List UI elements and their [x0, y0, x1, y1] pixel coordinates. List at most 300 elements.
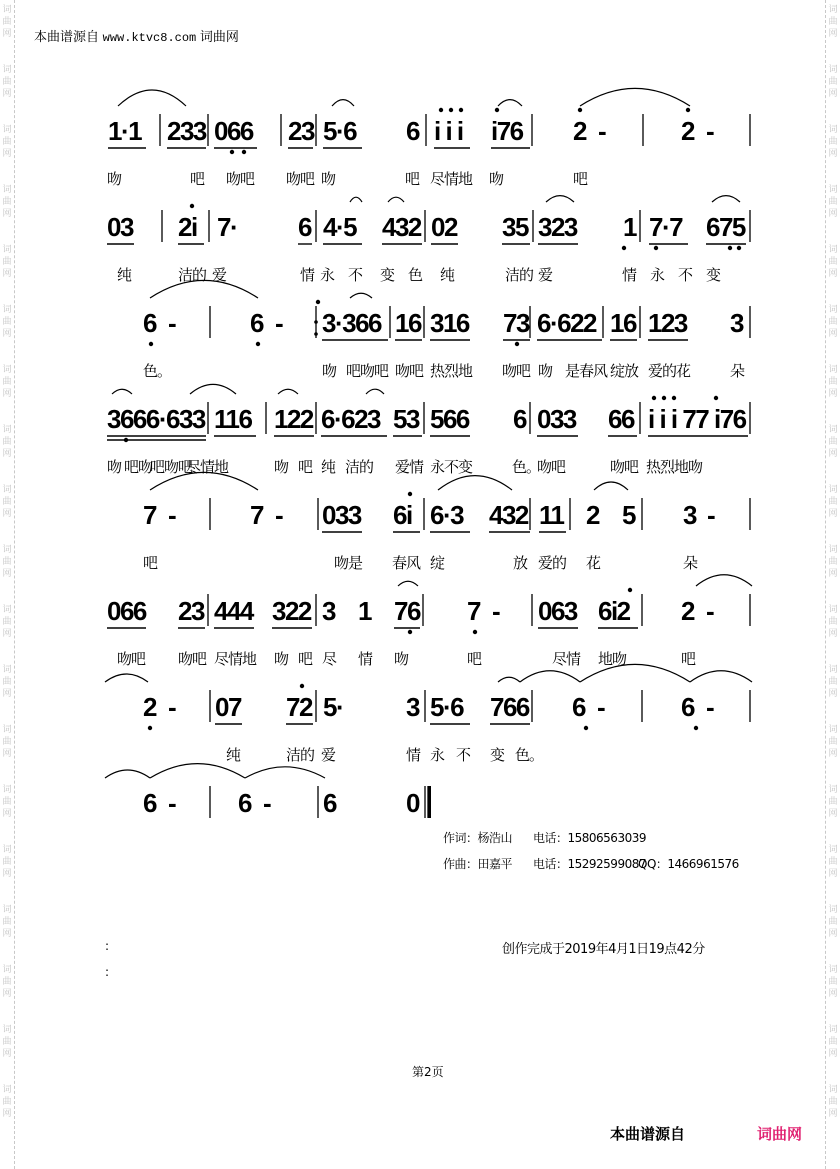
lyric-word: 花: [586, 554, 601, 572]
note-group: 6·622: [537, 308, 596, 338]
lyric-word: 洁的: [505, 266, 534, 284]
watermark-glyph: 词: [828, 125, 838, 135]
watermark-glyph: 词: [828, 185, 838, 195]
watermark-glyph: 词: [2, 665, 12, 675]
note-group: 6: [250, 308, 263, 338]
dash-note: -: [168, 692, 176, 722]
lyric-word: 放: [513, 554, 528, 572]
note-group: 063: [538, 596, 577, 626]
note-group: 766: [490, 692, 529, 722]
note-group: 6: [323, 788, 336, 818]
watermark-glyph: 曲: [828, 197, 838, 207]
note-group: 23: [178, 596, 204, 626]
note-group: 16: [395, 308, 421, 338]
note-group: 16: [610, 308, 636, 338]
note-group: 66: [608, 404, 634, 434]
lyric-word: 洁的: [286, 746, 315, 764]
header-site-name: 词曲网: [199, 29, 239, 44]
watermark-glyph: 词: [2, 905, 12, 915]
note-group: 566: [430, 404, 469, 434]
lyric-word: 情: [300, 266, 315, 284]
note-group: 5: [622, 500, 635, 530]
note-group: 2: [143, 692, 156, 722]
dash-note: -: [492, 596, 500, 626]
octave-dot-high: [300, 684, 304, 688]
watermark-glyph: 网: [828, 989, 838, 999]
watermark-glyph: 词: [2, 245, 12, 255]
lyric-word: 尽情: [552, 650, 581, 668]
tie-slur: [332, 100, 354, 106]
dash-note: -: [706, 692, 714, 722]
octave-dot-low: [654, 246, 658, 250]
watermark-glyph: 曲: [2, 737, 12, 747]
tie-slur: [498, 100, 522, 106]
watermark-glyph: 词: [2, 305, 12, 315]
lyric-word: 绽放: [610, 362, 639, 380]
note-group: 7·7: [649, 212, 683, 242]
watermark-glyph: 网: [828, 89, 838, 99]
octave-dot-low: [694, 726, 698, 730]
note-group: 1·1: [108, 116, 142, 146]
watermark-glyph: 词: [2, 485, 12, 495]
note-group: 6: [572, 692, 585, 722]
note-group: 3: [322, 596, 335, 626]
tie-slur: [580, 88, 690, 106]
octave-dot-low: [737, 246, 741, 250]
watermark-glyph: 曲: [2, 1097, 12, 1107]
watermark-glyph: 曲: [828, 17, 838, 27]
watermark-glyph: 曲: [2, 377, 12, 387]
note-group: 6i2: [598, 596, 630, 626]
lyric-word: 朵: [683, 554, 698, 572]
header-source-text: 本曲谱源自: [34, 29, 100, 44]
note-group: 6: [238, 788, 251, 818]
lyric-word: 永: [430, 746, 445, 764]
watermark-glyph: 网: [2, 209, 12, 219]
note-group: 2: [681, 596, 694, 626]
watermark-glyph: 曲: [828, 677, 838, 687]
lyric-word: 吻吧: [395, 362, 424, 380]
lyric-word: 吧: [143, 554, 158, 572]
watermark-glyph: 网: [2, 29, 12, 39]
lyric-word: 吻吧: [537, 458, 566, 476]
tie-slur: [105, 674, 148, 682]
watermark-glyph: 网: [828, 689, 838, 699]
lyric-word: 爱: [538, 266, 553, 284]
lyric-word: 不: [678, 266, 693, 284]
lyric-word: 吧: [467, 650, 482, 668]
tie-slur: [546, 196, 574, 202]
watermark-glyph: 曲: [828, 917, 838, 927]
note-group: 123: [648, 308, 687, 338]
octave-dot-low: [515, 342, 519, 346]
lyric-word: 热烈地: [430, 362, 473, 380]
watermark-glyph: 网: [2, 809, 12, 819]
dash-note: -: [707, 500, 715, 530]
composer-credit: 作曲：田嘉平: [443, 857, 513, 871]
lyric-word: 吻是: [334, 554, 363, 572]
octave-dot-high: [686, 108, 690, 112]
lyric-word: 纯: [226, 746, 241, 764]
watermark-glyph: 曲: [828, 1097, 838, 1107]
lyric-word: 色。: [512, 458, 541, 476]
lyric-word: 吻: [394, 650, 409, 668]
octave-dot-low: [256, 342, 260, 346]
lyric-word: 爱: [321, 746, 336, 764]
note-group: i i i 77 i76: [648, 404, 746, 434]
lyric-word: 吧: [573, 170, 588, 188]
note-group: 5·6: [430, 692, 464, 722]
watermark-glyph: 曲: [828, 257, 838, 267]
colon-mark: :: [105, 965, 110, 979]
watermark-glyph: 曲: [2, 497, 12, 507]
watermark-glyph: 曲: [2, 197, 12, 207]
lyric-word: 纯: [117, 266, 132, 284]
lyric-word: 永: [320, 266, 335, 284]
dash-note: -: [598, 116, 606, 146]
watermark-glyph: 词: [2, 365, 12, 375]
lyric-word: 地吻: [598, 650, 627, 668]
note-group: 07: [215, 692, 241, 722]
watermark-glyph: 网: [828, 509, 838, 519]
watermark-glyph: 网: [828, 1109, 838, 1119]
lyric-word: 永: [650, 266, 665, 284]
watermark-glyph: 曲: [2, 317, 12, 327]
lyric-word: 吻吧: [226, 170, 255, 188]
note-group: 6: [298, 212, 311, 242]
tie-slur: [350, 293, 372, 298]
note-group: 76: [394, 596, 420, 626]
watermark-glyph: 曲: [828, 857, 838, 867]
note-group: 6: [406, 116, 419, 146]
lyric-word: 吻吧: [502, 362, 531, 380]
note-group: 23: [288, 116, 314, 146]
watermark-glyph: 曲: [828, 557, 838, 567]
watermark-glyph: 曲: [2, 77, 12, 87]
lyric-word: 情: [622, 266, 637, 284]
dash-note: -: [275, 500, 283, 530]
lyric-word: 热烈地吻: [646, 458, 703, 476]
watermark-glyph: 词: [828, 245, 838, 255]
tie-slur: [580, 664, 690, 682]
note-group: 2: [573, 116, 586, 146]
tie-slur: [438, 476, 512, 490]
note-group: 6·3: [430, 500, 464, 530]
watermark-glyph: 曲: [828, 437, 838, 447]
watermark-glyph: 网: [828, 269, 838, 279]
lyric-word: 情: [406, 746, 421, 764]
lyric-word: 吧吻: [124, 458, 153, 476]
octave-dot-high: [662, 396, 666, 400]
watermark-glyph: 网: [2, 389, 12, 399]
lyric-word: 吻: [538, 362, 553, 380]
colon-mark: :: [105, 939, 110, 953]
watermark-glyph: 曲: [828, 317, 838, 327]
dash-note: -: [597, 692, 605, 722]
lyric-word: 尽情地: [214, 650, 257, 668]
note-group: 73: [503, 308, 529, 338]
dash-note: -: [706, 596, 714, 626]
watermark-glyph: 曲: [2, 557, 12, 567]
tie-slur: [118, 90, 186, 106]
lyric-word: 爱: [212, 266, 227, 284]
lyric-word: 是春风: [565, 362, 608, 380]
watermark-glyph: 网: [2, 749, 12, 759]
lyric-word: 纯: [440, 266, 455, 284]
header-site-link[interactable]: www.ktvc8.com: [102, 31, 197, 45]
lyric-word: 吧: [190, 170, 205, 188]
watermark-glyph: 网: [2, 149, 12, 159]
lyric-word: 吧吻吧: [150, 458, 193, 476]
lyric-word: 永不变: [430, 458, 473, 476]
watermark-glyph: 词: [2, 185, 12, 195]
watermark-glyph: 曲: [2, 257, 12, 267]
lyric-word: 色: [408, 266, 423, 284]
tie-slur: [498, 677, 520, 682]
watermark-glyph: 网: [828, 1049, 838, 1059]
note-group: 7: [143, 500, 156, 530]
note-group: 3: [406, 692, 419, 722]
watermark-glyph: 词: [828, 1085, 838, 1095]
note-group: 6: [681, 692, 694, 722]
note-group: 432: [489, 500, 528, 530]
note-group: 1: [358, 596, 371, 626]
watermark-glyph: 网: [2, 509, 12, 519]
completion-note: 创作完成于2019年4月1日19点42分: [502, 942, 705, 957]
octave-dot-high: [714, 396, 718, 400]
lyric-word: 绽: [430, 554, 445, 572]
note-group: 3·366: [322, 308, 381, 338]
tie-slur: [150, 764, 245, 778]
octave-dot-low: [408, 630, 412, 634]
watermark-glyph: 网: [828, 929, 838, 939]
watermark-glyph: 曲: [828, 797, 838, 807]
watermark-glyph: 词: [828, 65, 838, 75]
watermark-glyph: 曲: [828, 617, 838, 627]
lyric-word: 洁的: [178, 266, 207, 284]
watermark-glyph: 网: [2, 329, 12, 339]
lyric-word: 爱的花: [648, 362, 691, 380]
lyric-word: 色。: [515, 746, 544, 764]
composer-phone: 电话：15292599087: [533, 857, 646, 871]
note-group: 11: [539, 500, 564, 530]
watermark-glyph: 词: [828, 785, 838, 795]
watermark-glyph: 曲: [2, 977, 12, 987]
tie-slur: [278, 389, 298, 394]
lyric-word: 吻吧: [610, 458, 639, 476]
watermark-glyph: 词: [828, 1025, 838, 1035]
tie-slur: [696, 575, 752, 586]
note-group: 03: [107, 212, 133, 242]
lyric-word: 爱的: [538, 554, 567, 572]
octave-dot-high: [439, 108, 443, 112]
repeat-dot: [314, 332, 318, 336]
note-group: 444: [214, 596, 253, 626]
octave-dot-high: [672, 396, 676, 400]
watermark-glyph: 词: [2, 545, 12, 555]
watermark-glyph: 曲: [2, 677, 12, 687]
lyric-word: 吻: [322, 362, 337, 380]
watermark-glyph: 网: [2, 869, 12, 879]
note-group: 02: [431, 212, 457, 242]
lyric-word: 变: [380, 266, 395, 284]
watermark-glyph: 网: [2, 629, 12, 639]
watermark-glyph: 网: [828, 629, 838, 639]
lyric-word: 吻吧: [117, 650, 146, 668]
octave-dot-high: [408, 492, 412, 496]
note-group: 5·6: [323, 116, 357, 146]
lyric-word: 变: [706, 266, 721, 284]
note-group: 6: [143, 308, 156, 338]
note-group: 432: [382, 212, 421, 242]
tie-slur: [245, 767, 325, 778]
lyric-word: 色。: [143, 362, 172, 380]
note-group: 2: [586, 500, 599, 530]
dash-note: -: [275, 308, 283, 338]
note-group: 066: [107, 596, 146, 626]
dash-note: -: [263, 788, 271, 818]
lyric-word: 不: [456, 746, 471, 764]
note-group: 3: [683, 500, 696, 530]
note-group: 6i: [393, 500, 412, 530]
note-group: 7·: [217, 212, 238, 242]
note-group: 316: [430, 308, 469, 338]
watermark-glyph: 词: [2, 965, 12, 975]
watermark-glyph: 曲: [828, 737, 838, 747]
watermark-glyph: 曲: [2, 797, 12, 807]
watermark-glyph: 词: [828, 545, 838, 555]
watermark-glyph: 曲: [2, 17, 12, 27]
note-group: 6: [143, 788, 156, 818]
watermark-glyph: 网: [2, 929, 12, 939]
note-group: 033: [537, 404, 576, 434]
note-group: 1: [623, 212, 636, 242]
note-group: 322: [272, 596, 311, 626]
note-group: i76: [491, 116, 523, 146]
note-group: i i i: [434, 116, 463, 146]
tie-slur: [388, 197, 404, 202]
watermark-glyph: 曲: [828, 377, 838, 387]
footer-site-name[interactable]: 词曲网: [757, 1125, 803, 1143]
lyric-word: 吻: [107, 458, 122, 476]
note-group: 2i: [178, 212, 197, 242]
lyricist-phone: 电话：15806563039: [533, 831, 646, 845]
watermark-glyph: 网: [2, 449, 12, 459]
octave-dot-high: [495, 108, 499, 112]
watermark-glyph: 词: [828, 665, 838, 675]
watermark-glyph: 网: [828, 749, 838, 759]
watermark-glyph: 网: [2, 989, 12, 999]
note-group: 3666·633: [107, 404, 205, 434]
lyric-word: 尽情地: [186, 458, 229, 476]
watermark-glyph: 词: [2, 845, 12, 855]
watermark-glyph: 网: [2, 689, 12, 699]
dash-note: -: [168, 788, 176, 818]
watermark-glyph: 词: [828, 605, 838, 615]
lyric-word: 尽: [322, 650, 337, 668]
watermark-glyph: 网: [2, 1109, 12, 1119]
watermark-glyph: 网: [828, 389, 838, 399]
note-group: 72: [286, 692, 312, 722]
watermark-glyph: 曲: [828, 1037, 838, 1047]
tie-slur: [398, 581, 418, 586]
note-group: 6: [513, 404, 526, 434]
watermark-glyph: 词: [828, 425, 838, 435]
lyric-word: 爱情: [395, 458, 424, 476]
watermark-glyph: 词: [828, 845, 838, 855]
note-group: 5·: [323, 692, 344, 722]
watermark-glyph: 词: [2, 725, 12, 735]
watermark-glyph: 网: [2, 269, 12, 279]
tie-slur: [190, 384, 236, 394]
lyric-word: 吧: [681, 650, 696, 668]
watermark-glyph: 词: [2, 1025, 12, 1035]
tie-slur: [690, 671, 752, 682]
lyric-word: 吻: [274, 458, 289, 476]
lyric-word: 尽情地: [430, 170, 473, 188]
watermark-glyph: 网: [828, 149, 838, 159]
tie-slur: [594, 482, 628, 490]
lyric-word: 吻: [274, 650, 289, 668]
watermark-glyph: 词: [828, 905, 838, 915]
composer-qq: QQ：1466961576: [638, 857, 739, 871]
tie-slur: [366, 389, 384, 394]
dash-note: -: [168, 308, 176, 338]
octave-dot-low: [149, 342, 153, 346]
octave-dot-low: [230, 150, 234, 154]
octave-dot-high: [578, 108, 582, 112]
octave-dot-high: [190, 204, 194, 208]
note-group: 7: [467, 596, 480, 626]
watermark-glyph: 曲: [2, 137, 12, 147]
watermark-glyph: 网: [828, 209, 838, 219]
octave-dot-low: [728, 246, 732, 250]
watermark-glyph: 曲: [828, 497, 838, 507]
note-group: 4·5: [323, 212, 357, 242]
watermark-glyph: 网: [828, 569, 838, 579]
watermark-glyph: 词: [828, 365, 838, 375]
octave-dot-low: [242, 150, 246, 154]
lyric-word: 吧: [298, 458, 313, 476]
watermark-glyph: 曲: [2, 437, 12, 447]
octave-dot-high: [652, 396, 656, 400]
lyric-word: 吻: [489, 170, 504, 188]
note-group: 53: [393, 404, 419, 434]
lyricist-credit: 作词：杨浩山: [443, 831, 513, 845]
watermark-glyph: 网: [828, 809, 838, 819]
lyric-word: 吻: [321, 170, 336, 188]
watermark-glyph: 词: [2, 1085, 12, 1095]
watermark-glyph: 网: [828, 329, 838, 339]
tie-slur: [105, 770, 150, 778]
octave-dot-high: [459, 108, 463, 112]
lyric-word: 春风: [392, 554, 421, 572]
lyric-word: 吧: [298, 650, 313, 668]
lyric-word: 吻吧: [286, 170, 315, 188]
lyric-word: 洁的: [345, 458, 374, 476]
watermark-glyph: 曲: [2, 917, 12, 927]
repeat-dot: [314, 320, 318, 324]
tie-slur: [112, 389, 132, 394]
watermark-glyph: 曲: [2, 857, 12, 867]
octave-dot-low: [124, 438, 128, 442]
octave-dot-low: [622, 246, 626, 250]
watermark-glyph: 曲: [828, 137, 838, 147]
watermark-glyph: 词: [2, 605, 12, 615]
lyric-word: 纯: [321, 458, 336, 476]
octave-dot-low: [473, 630, 477, 634]
watermark-glyph: 词: [828, 5, 838, 15]
